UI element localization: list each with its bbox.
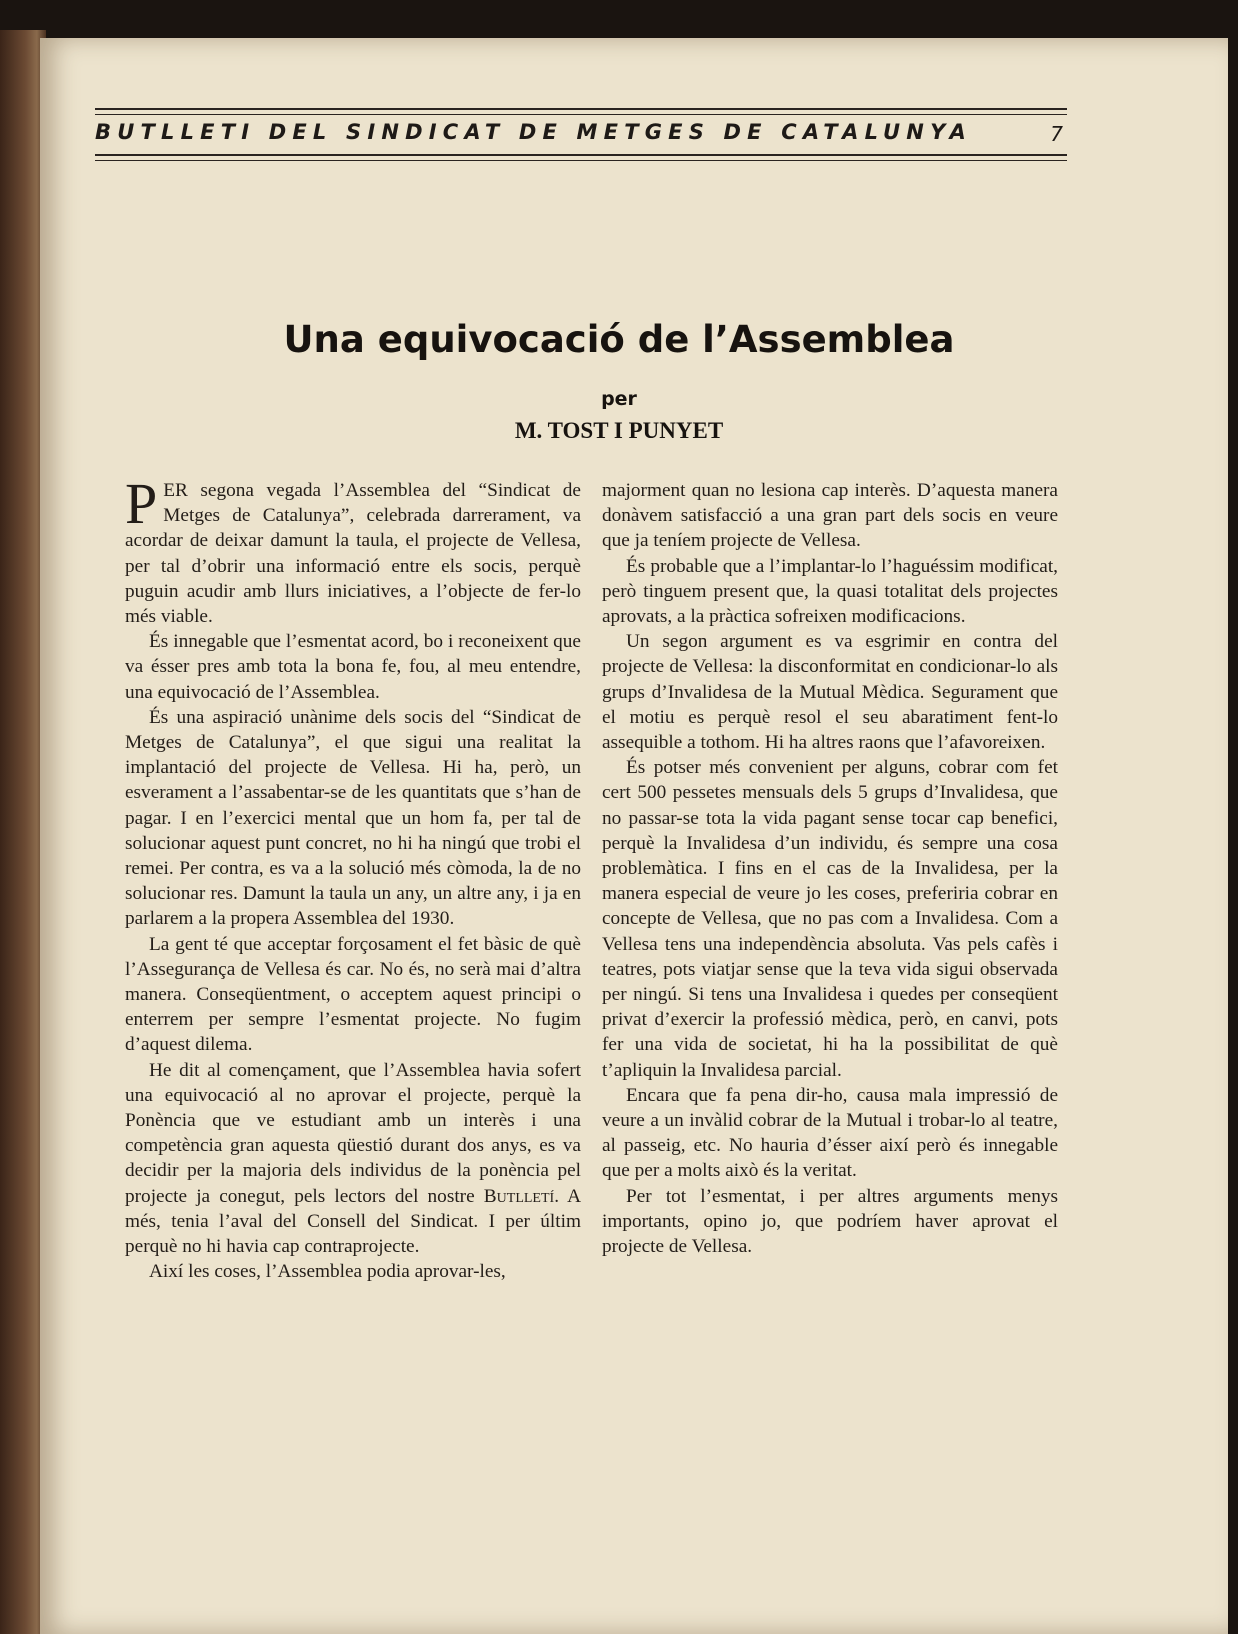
paragraph: És una aspiració unànime dels socis del “Sindicat de Metges de Catalunya”, el que sigui una realitat la implantació del projecte de Vellesa. Hi ha, però, un esverament a l’assabentar-se de les quantitats que s’han de pagar. I en l’exercici mental que un hom fa, per tal de solucionar aquest punt concret, no hi ha ningú que trobi el remei. Per contra, es va a la solució més còmoda, la de no solucionar res. Damunt la taula un any, un altre any, i ja en parlarem a la propera Assemblea del 1930. [125,706,581,930]
byline-per: per [601,388,637,410]
paragraph: És probable que a l’implantar-lo l’haguéssim modificat, però tinguem present que, la quasi totalitat dels projectes aprovats, a la pràctica sofreixen modificacions. [602,555,1058,628]
header-rule [95,154,1067,156]
drop-cap: P [125,471,158,536]
butlleti-word: Butlletí [483,1185,555,1207]
right-column [602,478,1058,1259]
paragraph: És potser més convenient per alguns, cobrar com fet cert 500 pessetes mensuals dels 5 grups d’Invalidesa, que no passar-se tota la vida pagant sense tocar cap benefici, perquè la Invalidesa d’un individu, és sempre una cosa problemàtica. I fins en el cas de la Invalidesa, per la manera especial de veure jo les coses, preferiria cobrar en concepte de Vellesa, que no pas com a Invalidesa. Com a Vellesa tens una independència absoluta. Vas pels cafès i teatres, pots viatjar sense que la teva vida sigui observada per ningú. Si tens una Invalidesa i quedes per conseqüent privat d’exercir la professió mèdica, però, en canvi, pots fer una vida de societat, hi ha la possibilitat de què t’apliquin la Invalidesa parcial. [602,757,1058,1081]
paragraph: Així les coses, l’Assemblea podia aprovar-les, [149,1261,506,1283]
left-column [125,471,581,1285]
paragraph: PER segona vegada l’Assemblea del “Sindicat de Metges de Catalunya”, celebrada darrerament, va acordar de deixar damunt la taula, el projecte de Vellesa, per tal d’obrir una informació entre els socis, perquè puguin acudir amb llurs iniciatives, a l’objecte de fer-lo més viable. [125,471,581,628]
article-title: Una equivocació de l’Assemblea [283,318,955,361]
paragraph: Per tot l’esmentat, i per altres arguments menys importants, opino jo, que podríem haver aprovat el projecte de Vellesa. [602,1185,1058,1258]
first-word-rest: ER [163,480,188,501]
article-author: M. TOST I PUNYET [514,418,724,443]
header-rule [95,160,1067,161]
paragraph: majorment quan no lesiona cap interès. D’aquesta manera donàvem satisfacció a una gran part dels socis en veure que ja teníem projecte de Vellesa. [602,480,1058,552]
paragraph: He dit al començament, que l’Assemblea havia sofert una equivocació al no aprovar el projecte, perquè la Ponència que ve estudiant amb un interès i una competència gran aquesta qüestió durant dos anys, es va decidir per la majoria dels individus de la ponència pel projecte ja conegut, pels lectors del nostre Butlletí. A més, tenia l’aval del Consell del Sindicat. I per últim perquè no hi havia cap contraprojecte. [125,1059,581,1258]
page-number: 7 [1050,122,1063,146]
header-rule [95,108,1067,110]
running-header [95,70,1067,160]
paragraph: Un segon argument es va esgrimir en contra del projecte de Vellesa: la disconformitat en condicionar-lo als grups d’Invalidesa de la Mutual Mèdica. Segurament que el motiu es perquè resol el seu abaratiment fent-lo assequible a tothom. Hi ha altres raons que l’afavoreixen. [602,631,1058,754]
paragraph: És innegable que l’esmentat acord, bo i reconeixent que va ésser pres amb tota la bona fe, fou, al meu entendre, una equivocació de l’Assemblea. [125,631,581,703]
paragraph: La gent té que acceptar forçosament el fet bàsic de què l’Assegurança de Vellesa és car. No és, no serà mai d’altra manera. Conseqüentment, o acceptem aquest principi o enterrem per sempre l’esmentat projecte. No fugim d’aquest dilema. [125,933,581,1056]
header-rule [95,114,1067,115]
journal-title: BUTLLETI DEL SINDICAT DE METGES DE CATALUNYA [95,120,972,144]
paragraph: Encara que fa pena dir-ho, causa mala impressió de veure a un invàlid cobrar de la Mutual i trobar-lo al teatre, al passeig, etc. No hauria d’ésser així però és innegable que per a molts això és la veritat. [602,1084,1058,1182]
